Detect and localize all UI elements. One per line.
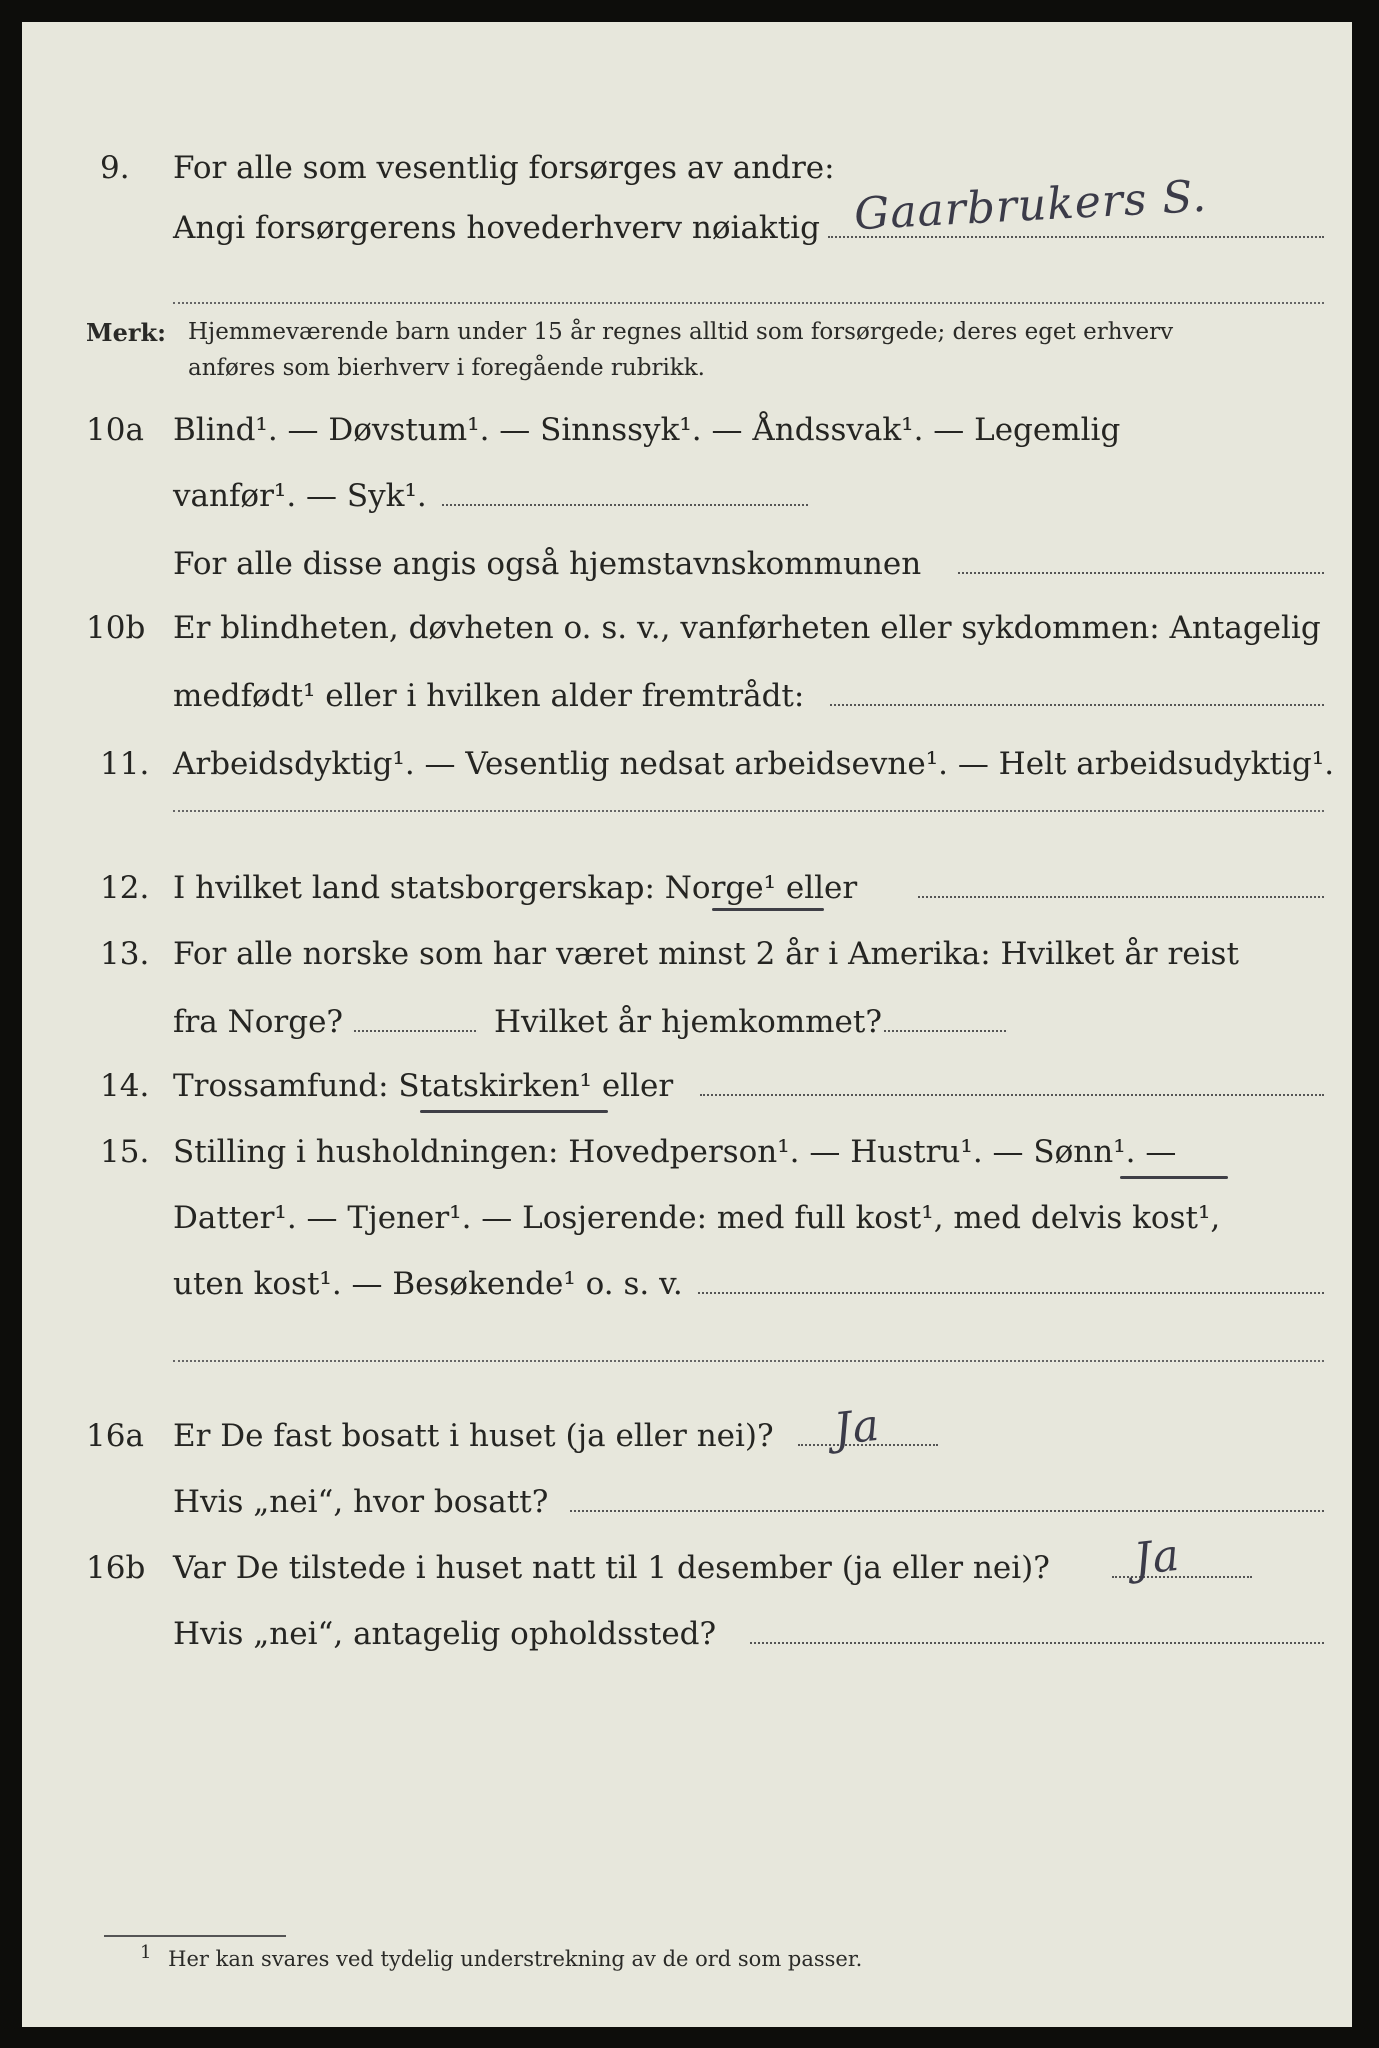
q10a-syk-line [442,504,808,506]
q16b-opholdssted-line [750,1642,1324,1644]
footnote-text: Her kan svares ved tydelig understrekning av de ord som passer. [168,1947,863,1971]
q9-extra-line [173,302,1324,304]
q12-norge-underline [712,908,824,911]
footnote [140,1942,863,1971]
q10b-alder-line [830,704,1324,706]
q15-line2: Datter¹. — Tjener¹. — Losjerende: med full kost¹, med delvis kost¹, [173,1200,1221,1236]
q15-answer-line [698,1292,1324,1294]
q13-line1: For alle norske som har været minst 2 år i Amerika: Hvilket år reist [173,936,1239,972]
merk-line2: anføres som bierhverv i foregående rubrikk. [188,355,705,381]
q14-answer-line [700,1094,1324,1096]
q11-line1: Arbeidsdyktig¹. — Vesentlig nedsat arbeidsevne¹. — Helt arbeidsudyktig¹. [173,746,1335,782]
q14-statskirken-underline [420,1110,608,1113]
q16b-handwritten-answer: Ja [1131,1529,1183,1586]
q10a-number: 10a [86,412,144,448]
q15-sonn-underline [1120,1176,1228,1179]
q12-line1: I hvilket land statsborgerskap: Norge¹ eller [173,870,858,906]
q13-line2a: fra Norge? [173,1004,344,1040]
footnote-rule [104,1935,286,1937]
q15-number: 15. [100,1134,150,1170]
q16a-handwritten-answer: Ja [831,1399,883,1456]
q16a-line2: Hvis „nei“, hvor bosatt? [173,1484,549,1520]
merk-line1: Hjemmeværende barn under 15 år regnes alltid som forsørgede; deres eget erhverv [188,319,1174,345]
q13-line2b: Hvilket år hjemkommet? [494,1004,882,1040]
q16a-bosatt-line [570,1510,1324,1512]
q11-extra-line [173,810,1324,812]
q10b-line2: medfødt¹ eller i hvilken alder fremtrådt: [173,678,805,714]
q10a-line1: Blind¹. — Døvstum¹. — Sinnssyk¹. — Åndssvak¹. — Legemlig [173,412,1121,448]
footnote-mark: 1 [140,1942,152,1963]
q12-answer-line [918,896,1324,898]
q9-number: 9. [100,150,130,186]
q14-line1: Trossamfund: Statskirken¹ eller [173,1068,674,1104]
q16a-line1: Er De fast bosatt i huset (ja eller nei)? [173,1418,774,1454]
q10b-number: 10b [86,610,146,646]
q10a-line2: vanfør¹. — Syk¹. [173,478,427,514]
q10a-line3: For alle disse angis også hjemstavnskommunen [173,546,922,582]
q10b-line1: Er blindheten, døvheten o. s. v., vanførheten eller sykdommen: Antagelig [173,610,1321,646]
q10a-kommune-line [958,572,1324,574]
q9-line1: For alle som vesentlig forsørges av andre: [173,150,835,186]
q15-line3: uten kost¹. — Besøkende¹ o. s. v. [173,1266,683,1302]
q16a-number: 16a [86,1418,144,1454]
merk-label: Merk: [86,318,166,347]
q9-line2: Angi forsørgerens hovederhverv nøiaktig [173,210,820,246]
q15-line1: Stilling i husholdningen: Hovedperson¹. — Hustru¹. — Sønn¹. — [173,1134,1177,1170]
census-form-page [22,22,1352,2027]
q9-handwritten-answer: Gaarbrukers S. [852,170,1209,241]
q13-reist-line [354,1030,476,1032]
q13-number: 13. [100,936,150,972]
q16b-line1: Var De tilstede i huset natt til 1 desember (ja eller nei)? [173,1550,1050,1586]
q16b-number: 16b [86,1550,146,1586]
q14-number: 14. [100,1068,150,1104]
q11-number: 11. [100,746,150,782]
q12-number: 12. [100,870,150,906]
q15-extra-line [173,1360,1324,1362]
q16b-line2: Hvis „nei“, antagelig opholdssted? [173,1616,717,1652]
q13-hjemkommet-line [884,1030,1006,1032]
